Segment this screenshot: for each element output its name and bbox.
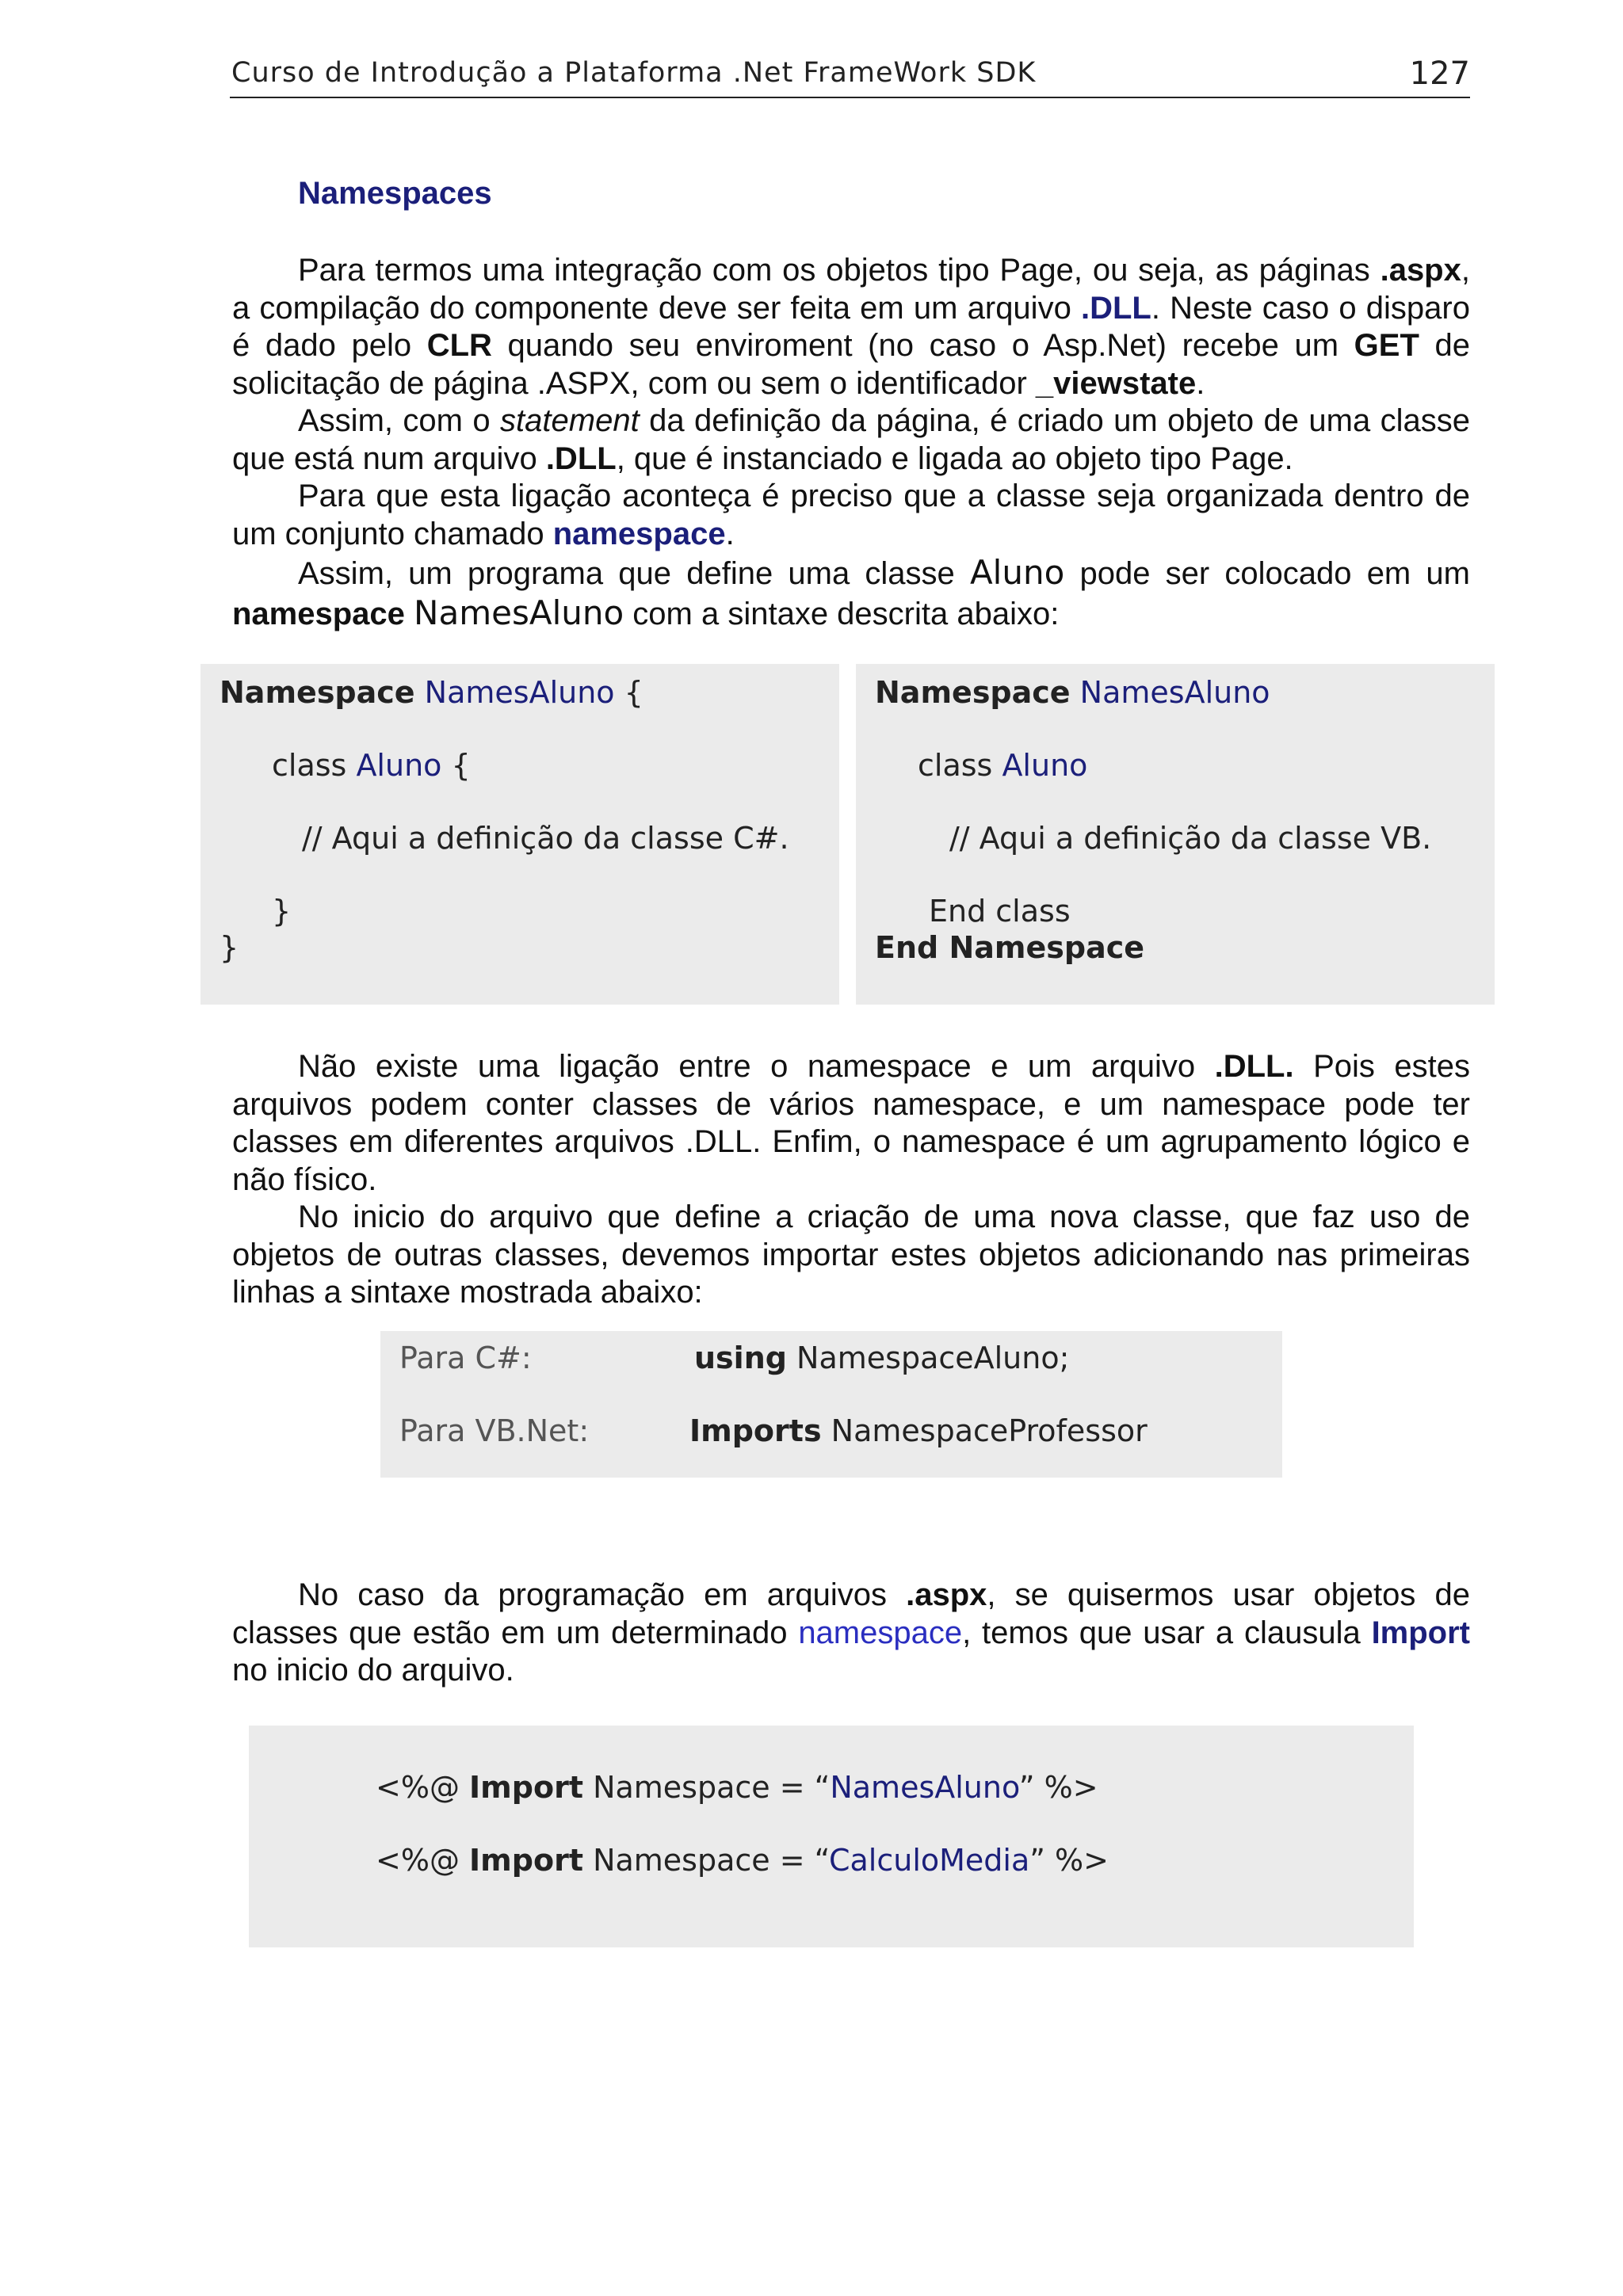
paragraph: Assim, com o statement da definição da página, é criado um objeto de uma classe que está num arquivo .DLL, que é instanciado e ligada ao objeto tipo Page. — [232, 403, 1470, 476]
code-line: <%@ Import Namespace = “CalculoMedia” %> — [376, 1843, 1109, 1878]
intro-text — [232, 252, 1470, 634]
label-vbnet: Para VB.Net: — [399, 1413, 590, 1448]
vb-code-block — [856, 664, 1495, 1005]
csharp-code-block — [200, 664, 839, 1005]
running-title: Curso de Introdução a Plataforma .Net FrameWork SDK — [231, 57, 1037, 89]
page-number: 127 — [1409, 55, 1470, 92]
code-line: Namespace NamesAluno — [875, 675, 1270, 710]
import-directive-block — [249, 1726, 1414, 1947]
paragraph: No caso da programação em arquivos .aspx, se quisermos usar objetos de classes que estão em um determinado namespace, temos que usar a clausula Import no inicio do arquivo. — [232, 1577, 1470, 1688]
paragraph: Para que esta ligação aconteça é preciso que a classe seja organizada dentro de um conjunto chamado namespace. — [232, 479, 1470, 551]
section-heading: Namespaces — [298, 176, 492, 211]
code-line: using NamespaceAluno; — [694, 1341, 1070, 1375]
label-csharp: Para C#: — [399, 1341, 532, 1375]
paragraph: Para termos uma integração com os objetos tipo Page, ou seja, as páginas .aspx, a compilação do componente deve ser feita em um arquivo .DLL. Neste caso o disparo é dado pelo CLR quando seu enviroment (no caso o Asp.Net) recebe um GET de solicitação de página .ASPX, com ou sem o identificador _viewstate. — [232, 253, 1470, 401]
code-line: class Aluno { — [272, 748, 471, 783]
paragraph: No inicio do arquivo que define a criação de uma nova classe, que faz uso de objetos de outras classes, devemos importar estes objetos adicionando nas primeiras linhas a sintaxe mostrada abaixo: — [232, 1199, 1470, 1310]
code-line: End Namespace — [875, 930, 1145, 965]
code-line: Namespace NamesAluno { — [220, 675, 643, 710]
code-comment: // Aqui a definição da classe VB. — [949, 821, 1432, 856]
code-line: <%@ Import Namespace = “NamesAluno” %> — [376, 1770, 1098, 1805]
paragraph: Assim, um programa que define uma classe Aluno pode ser colocado em um namespace NamesAluno com a sintaxe descrita abaixo: — [232, 553, 1471, 632]
aspx-text — [232, 1577, 1470, 1690]
imports-code-block — [380, 1331, 1282, 1478]
paragraph: Não existe uma ligação entre o namespace e um arquivo .DLL. Pois estes arquivos podem conter classes de vários namespace, e um namespace pode ter classes em diferentes arquivos .DLL. Enfim, o namespace é um agrupamento lógico e não físico. — [232, 1049, 1470, 1197]
code-line: } — [220, 930, 239, 965]
code-line: Imports NamespaceProfessor — [689, 1413, 1148, 1448]
page-header — [230, 55, 1470, 98]
middle-text — [232, 1048, 1470, 1312]
code-line: } — [272, 894, 292, 929]
code-line: End class — [929, 894, 1071, 929]
code-line: class Aluno — [918, 748, 1088, 783]
code-comment: // Aqui a definição da classe C#. — [302, 821, 789, 856]
